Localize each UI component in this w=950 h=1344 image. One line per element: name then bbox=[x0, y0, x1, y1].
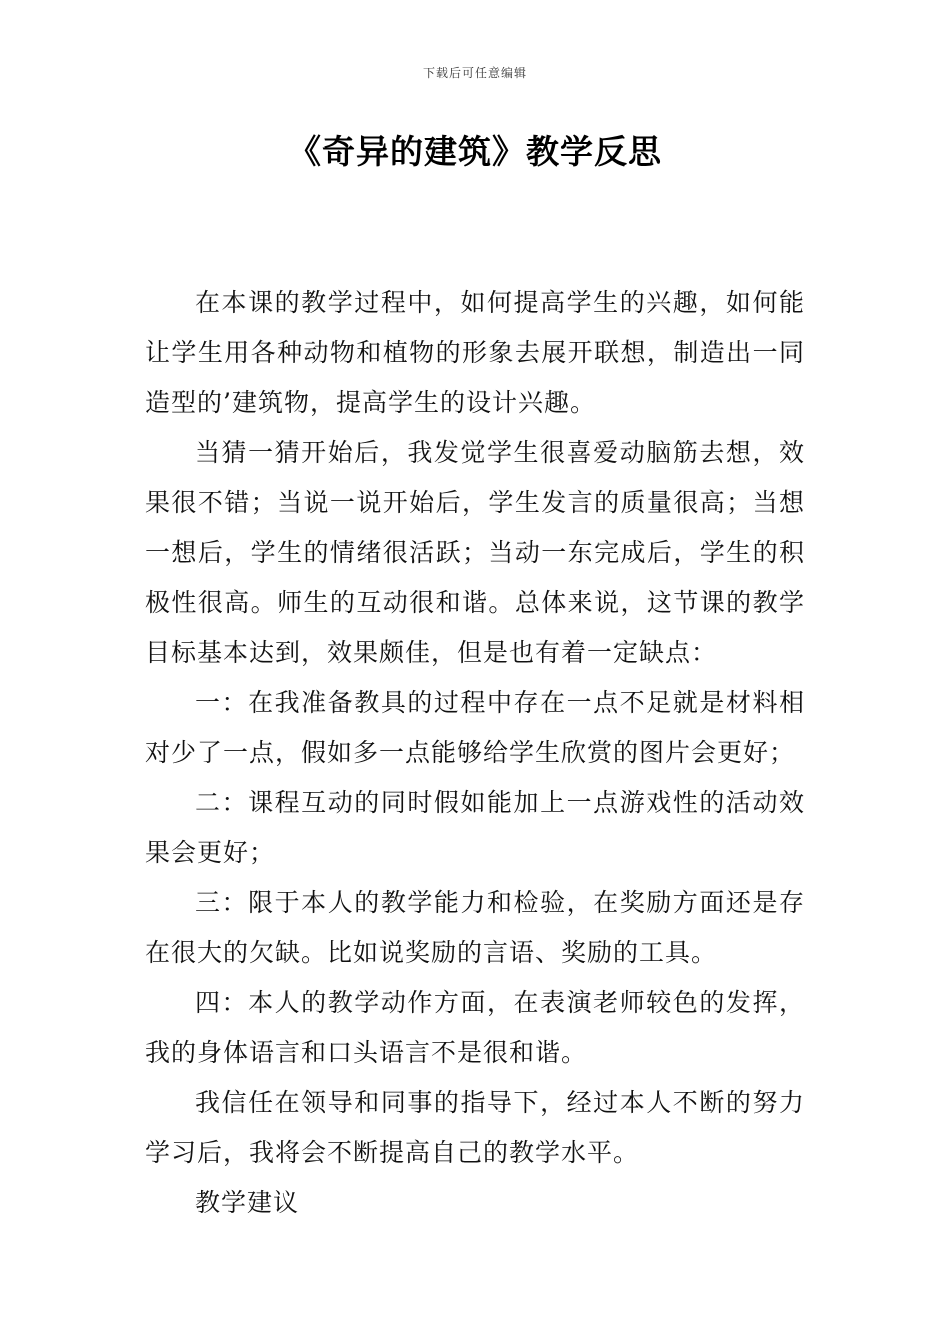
section-heading-teaching-suggestions: 教学建议 bbox=[195, 1188, 300, 1217]
document-body bbox=[145, 278, 805, 1228]
paragraph-point-one: 一：在我准备教具的过程中存在一点不足就是材料相对少了一点，假如多一点能够给学生欣赏的图片会更好； bbox=[145, 688, 805, 767]
paragraph-activities: 当猜一猜开始后，我发觉学生很喜爱动脑筋去想，效果很不错；当说一说开始后，学生发言的质量很高；当想一想后，学生的情绪很活跃；当动一东完成后，学生的积极性很高。师生的互动很和谐。总体来说，这节课的教学目标基本达到，效果颇佳，但是也有着一定缺点： bbox=[145, 438, 805, 667]
paragraph-intro: 在本课的教学过程中，如何提高学生的兴趣，如何能让学生用各种动物和植物的形象去展开联想，制造出一同造型的’建筑物，提高学生的设计兴趣。 bbox=[145, 288, 805, 417]
paragraph-point-two: 二：课程互动的同时假如能加上一点游戏性的活动效果会更好； bbox=[145, 788, 805, 867]
paragraph-conclusion: 我信任在领导和同事的指导下，经过本人不断的努力学习后，我将会不断提高自己的教学水平。 bbox=[145, 1088, 805, 1167]
paragraph-point-three: 三：限于本人的教学能力和检验，在奖励方面还是存在很大的欠缺。比如说奖励的言语、奖励的工具。 bbox=[145, 888, 805, 967]
paragraph-point-four: 四：本人的教学动作方面，在表演老师较色的发挥，我的身体语言和口头语言不是很和谐。 bbox=[145, 988, 805, 1067]
document-title: 《奇异的建筑》教学反思 bbox=[288, 132, 662, 171]
header-note: 下载后可任意编辑 bbox=[422, 66, 527, 80]
